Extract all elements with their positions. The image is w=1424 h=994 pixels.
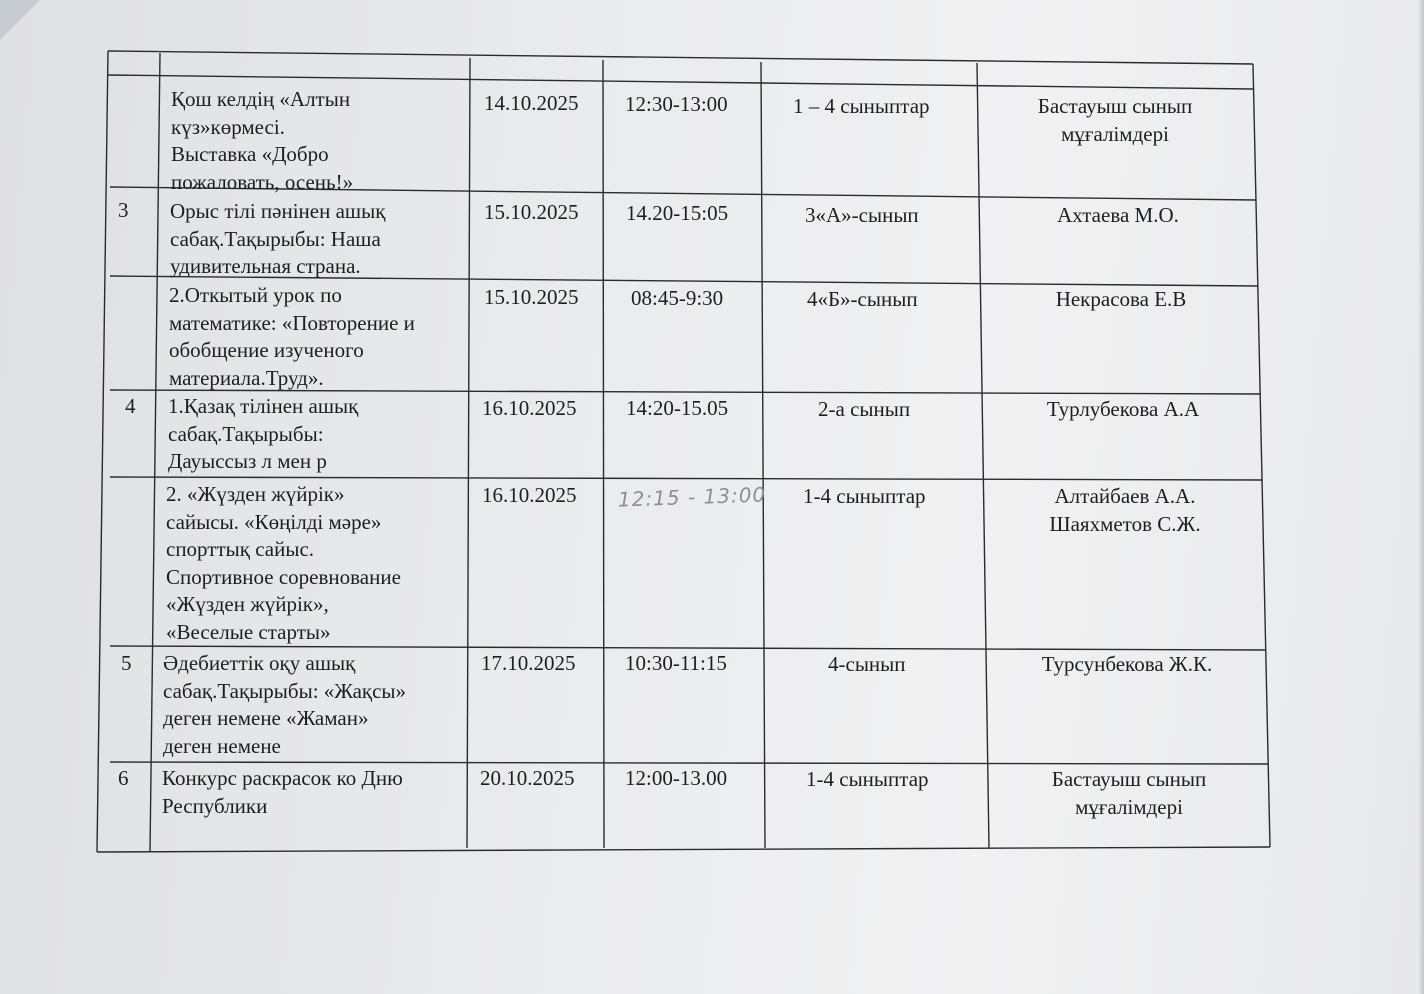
responsible-text-line: мұғалімдері <box>1075 794 1183 819</box>
date-cell: 15.10.2025 <box>484 200 579 224</box>
class-cell: 1-4 сыныптар <box>803 484 926 508</box>
event-text-line: деген немене «Жаман» <box>163 706 369 730</box>
event-cell <box>170 198 385 281</box>
responsible-text-line: Турлубекова А.А <box>1046 397 1200 421</box>
event-text-line: спорттық сайыс. <box>166 537 315 561</box>
class-cell: 1 – 4 сыныптар <box>793 94 930 118</box>
date-cell: 17.10.2025 <box>481 651 576 675</box>
date-cell: 20.10.2025 <box>480 766 575 790</box>
class-cell: 2-а сынып <box>818 397 911 421</box>
responsible-cell <box>1008 396 1238 424</box>
class-cell: 4«Б»-сынып <box>807 287 918 311</box>
event-text-line: Қош келдің «Алтын <box>171 87 351 111</box>
event-text-line: Республики <box>162 793 268 818</box>
handwritten-time: 12:15 - 13:00 <box>617 482 767 512</box>
event-cell <box>171 86 353 196</box>
responsible-text-line: Некрасова Е.В <box>1055 287 1187 311</box>
responsible-cell <box>1003 202 1233 230</box>
responsible-cell <box>1006 286 1236 314</box>
event-text-line: Орыс тілі пәнінен ашық <box>170 199 386 223</box>
responsible-text-line: Бастауыш сынып <box>1037 94 1193 118</box>
event-text-line: пожаловать, осень!» <box>171 169 354 194</box>
row-number-cell: 6 <box>118 766 129 790</box>
responsible-text-line: Турсунбекова Ж.К. <box>1041 652 1213 676</box>
time-cell: 12:00-13.00 <box>625 766 728 790</box>
responsible-cell <box>1010 483 1240 538</box>
class-cell: 1-4 сыныптар <box>806 767 929 791</box>
date-cell: 16.10.2025 <box>482 396 577 420</box>
event-text-line: Әдебиеттік оқу ашық <box>163 651 356 675</box>
responsible-cell <box>1012 651 1242 679</box>
event-text-line: Выставка «Добро <box>171 142 329 166</box>
class-cell: 3«А»-сынып <box>805 203 919 227</box>
event-text-line: математике: «Повторение и <box>169 310 415 335</box>
event-cell <box>169 282 415 392</box>
row-number-cell: 3 <box>118 198 129 222</box>
responsible-cell <box>1014 766 1244 821</box>
event-text-line: «Жүзден жүйрік», <box>166 592 329 616</box>
responsible-cell <box>1000 93 1230 148</box>
date-cell: 16.10.2025 <box>482 483 577 507</box>
event-text-line: Дауыссыз л мен р <box>168 449 327 473</box>
date-cell: 15.10.2025 <box>484 285 579 309</box>
event-text-line: 2.Откытый урок по <box>169 283 342 307</box>
event-text-line: сайысы. «Көңілді мәре» <box>166 509 382 534</box>
event-text-line: күз»көрмесі. <box>171 114 285 139</box>
responsible-text-line: Бастауыш сынып <box>1051 767 1207 791</box>
event-text-line: сабақ.Тақырыбы: «Жақсы» <box>163 678 407 703</box>
responsible-text-line: мұғалімдері <box>1061 121 1169 146</box>
event-text-line: удивительная страна. <box>170 254 361 278</box>
time-cell: 14.20-15:05 <box>626 201 729 225</box>
responsible-text-line: Ахтаева М.О. <box>1057 203 1179 227</box>
event-cell <box>162 765 403 820</box>
event-text-line: материала.Труд». <box>169 365 324 390</box>
event-text-line: Конкурс раскрасок ко Дню <box>162 766 403 790</box>
event-text-line: обобщение изученого <box>169 338 364 362</box>
event-text-line: 2. «Жүзден жүйрік» <box>166 482 345 506</box>
date-cell: 14.10.2025 <box>484 91 579 115</box>
time-cell: 14:20-15.05 <box>626 396 729 420</box>
responsible-text-line: Алтайбаев А.А. <box>1054 484 1196 508</box>
event-cell <box>166 481 401 646</box>
event-text-line: 1.Қазақ тілінен ашық <box>168 394 359 418</box>
event-cell <box>168 393 358 476</box>
event-text-line: «Веселые старты» <box>166 619 331 644</box>
event-text-line: сабақ.Тақырыбы: <box>168 421 324 446</box>
event-text-line: деген немене <box>163 733 281 758</box>
time-cell: 10:30-11:15 <box>625 651 727 675</box>
time-cell: 12:30-13:00 <box>625 92 728 116</box>
row-number-cell: 5 <box>121 651 132 675</box>
class-cell: 4-сынып <box>828 652 906 676</box>
time-cell: 08:45-9:30 <box>631 286 724 310</box>
event-text-line: Спортивное соревнование <box>166 564 401 589</box>
responsible-text-line: Шаяхметов С.Ж. <box>1049 511 1201 536</box>
event-cell <box>163 650 406 760</box>
row-number-cell: 4 <box>125 394 136 418</box>
event-text-line: сабақ.Тақырыбы: Наша <box>170 226 381 251</box>
